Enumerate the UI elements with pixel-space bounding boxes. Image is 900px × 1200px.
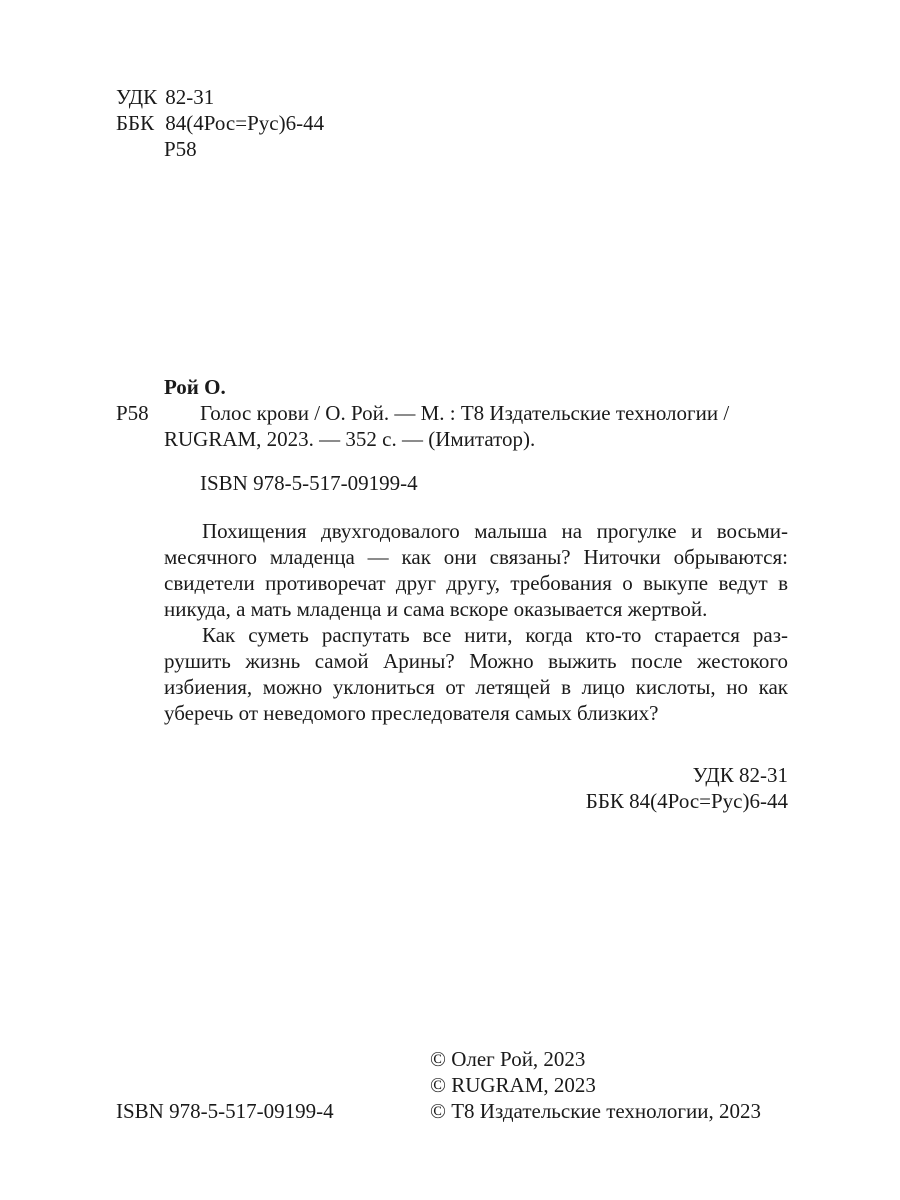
udk-bottom: УДК 82-31	[692, 763, 788, 787]
udk-value: 82-31	[165, 85, 215, 109]
footer-isbn: ISBN 978-5-517-09199-4	[116, 1099, 334, 1123]
catalog-author: Рой О.	[164, 375, 226, 399]
annotation-paragraph-1: Похищения двухгодовалого малыша на прогулке и восьми-месячного младенца — как они связаны? Ниточки обрываются: свидетели противоречат друг другу, требования о выкупе ведут в никуда, а мать младенца и сама вскоре оказывается жертвой.	[164, 519, 788, 621]
catalog-isbn: ISBN 978-5-517-09199-4	[200, 471, 418, 495]
bbk-label: ББК	[116, 111, 155, 135]
catalog-title-line-2: RUGRAM, 2023. — 352 с. — (Имитатор).	[164, 427, 536, 451]
bbk-bottom: ББК 84(4Рос=Рус)6-44	[585, 789, 788, 813]
bbk-value: 84(4Рос=Рус)6-44	[165, 111, 325, 135]
catalog-mark: Р58	[116, 401, 149, 425]
copyright-rugram: © RUGRAM, 2023	[430, 1073, 596, 1097]
author-mark-top: Р58	[164, 137, 197, 161]
annotation	[164, 518, 788, 726]
udk-label: УДК	[116, 85, 158, 109]
copyright-author: © Олег Рой, 2023	[430, 1047, 586, 1071]
bbk-top-line	[116, 110, 324, 136]
annotation-paragraph-2: Как суметь распутать все нити, когда кто-то старается раз-рушить жизнь самой Арины? Можно выжить после жестокого избиения, можно уклониться от летящей в лицо кислоты, но как уберечь от неведомого преследователя самых близких?	[164, 623, 788, 725]
copyright-t8: © Т8 Издательские технологии, 2023	[430, 1099, 761, 1123]
catalog-title-line-1: Голос крови / О. Рой. — М. : Т8 Издательские технологии /	[200, 401, 730, 425]
udk-top-line	[116, 84, 214, 110]
